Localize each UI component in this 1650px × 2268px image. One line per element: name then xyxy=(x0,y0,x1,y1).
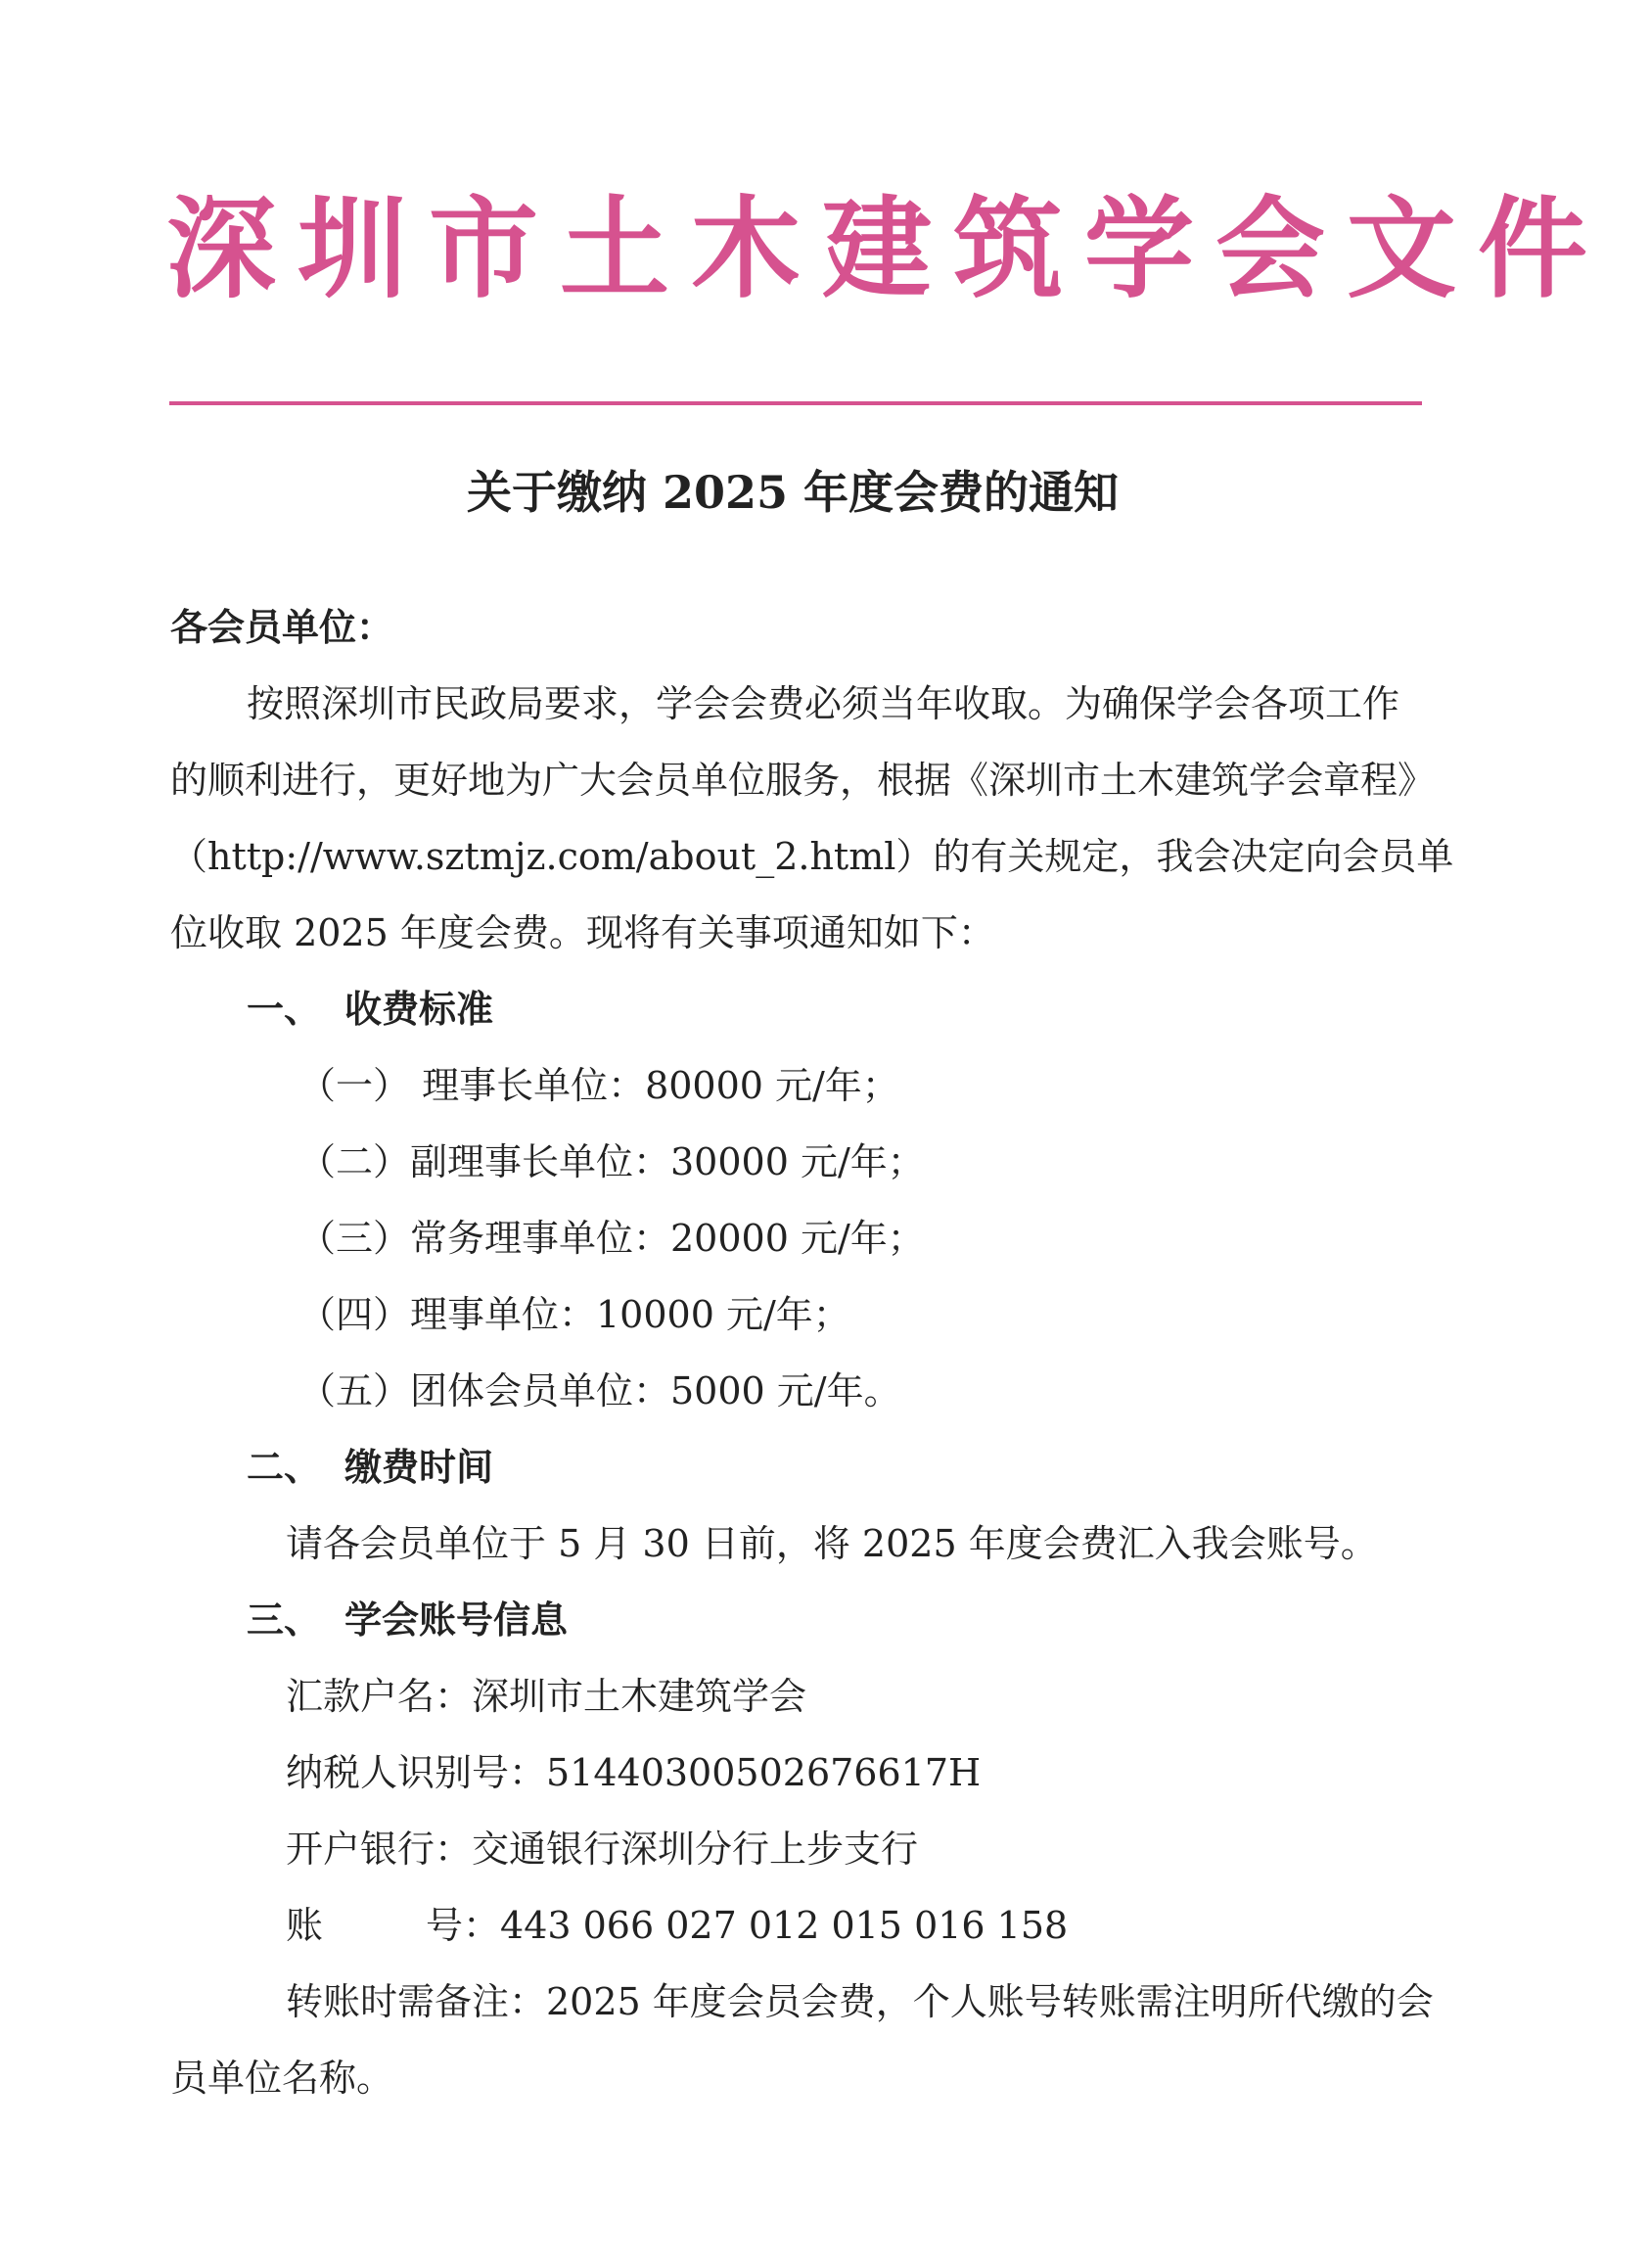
notice-title: 关于缴纳 2025 年度会费的通知 xyxy=(466,466,1120,519)
bank-name: 开户银行：交通银行深圳分行上步支行 xyxy=(286,1828,919,1871)
section-2-number: 二、 xyxy=(247,1445,322,1489)
intro-line-1: 按照深圳市民政局要求，学会会费必须当年收取。为确保学会各项工作 xyxy=(247,682,1400,725)
taxpayer-id: 纳税人识别号：51440300502676617H xyxy=(286,1751,982,1794)
intro-line-2: 的顺利进行，更好地为广大会员单位服务，根据《深圳市土木建筑学会章程》 xyxy=(170,759,1436,802)
header-divider xyxy=(169,401,1422,405)
fee-item-5: （五）团体会员单位：5000 元/年。 xyxy=(298,1369,901,1412)
intro-line-4: 位收取 2025 年度会费。现将有关事项通知如下： xyxy=(170,911,995,954)
remark-line-2: 员单位名称。 xyxy=(170,2057,394,2100)
org-document-header: 深圳市土木建筑学会文件 xyxy=(166,186,1609,313)
account-number-value: 号：443 066 027 012 015 016 158 xyxy=(426,1904,1069,1947)
account-number xyxy=(286,1897,1068,1954)
fee-item-3: （三）常务理事单位：20000 元/年； xyxy=(298,1217,925,1260)
section-1-number: 一、 xyxy=(247,987,322,1031)
intro-line-3: （http://www.sztmjz.com/about_2.html）的有关规定，我会决定向会员单 xyxy=(170,835,1454,878)
payment-deadline-text: 请各会员单位于 5 月 30 日前，将 2025 年度会费汇入我会账号。 xyxy=(286,1522,1378,1565)
section-2-title: 缴费时间 xyxy=(344,1445,494,1489)
section-2-heading xyxy=(247,1439,493,1496)
remark-line-1: 转账时需备注：2025 年度会员会费，个人账号转账需注明所代缴的会 xyxy=(286,1980,1434,2023)
fee-item-1: （一） 理事长单位：80000 元/年； xyxy=(298,1064,899,1107)
fee-item-4: （四）理事单位：10000 元/年； xyxy=(298,1293,850,1336)
section-3-number: 三、 xyxy=(247,1597,322,1642)
fee-item-2: （二）副理事长单位：30000 元/年； xyxy=(298,1140,925,1183)
account-name: 汇款户名：深圳市土木建筑学会 xyxy=(286,1675,807,1718)
section-1-heading xyxy=(247,981,493,1038)
section-3-title: 学会账号信息 xyxy=(344,1597,569,1642)
section-1-title: 收费标准 xyxy=(344,987,494,1031)
section-3-heading xyxy=(247,1592,568,1648)
salutation: 各会员单位： xyxy=(170,605,394,649)
account-label-char-1: 账 xyxy=(286,1904,324,1947)
